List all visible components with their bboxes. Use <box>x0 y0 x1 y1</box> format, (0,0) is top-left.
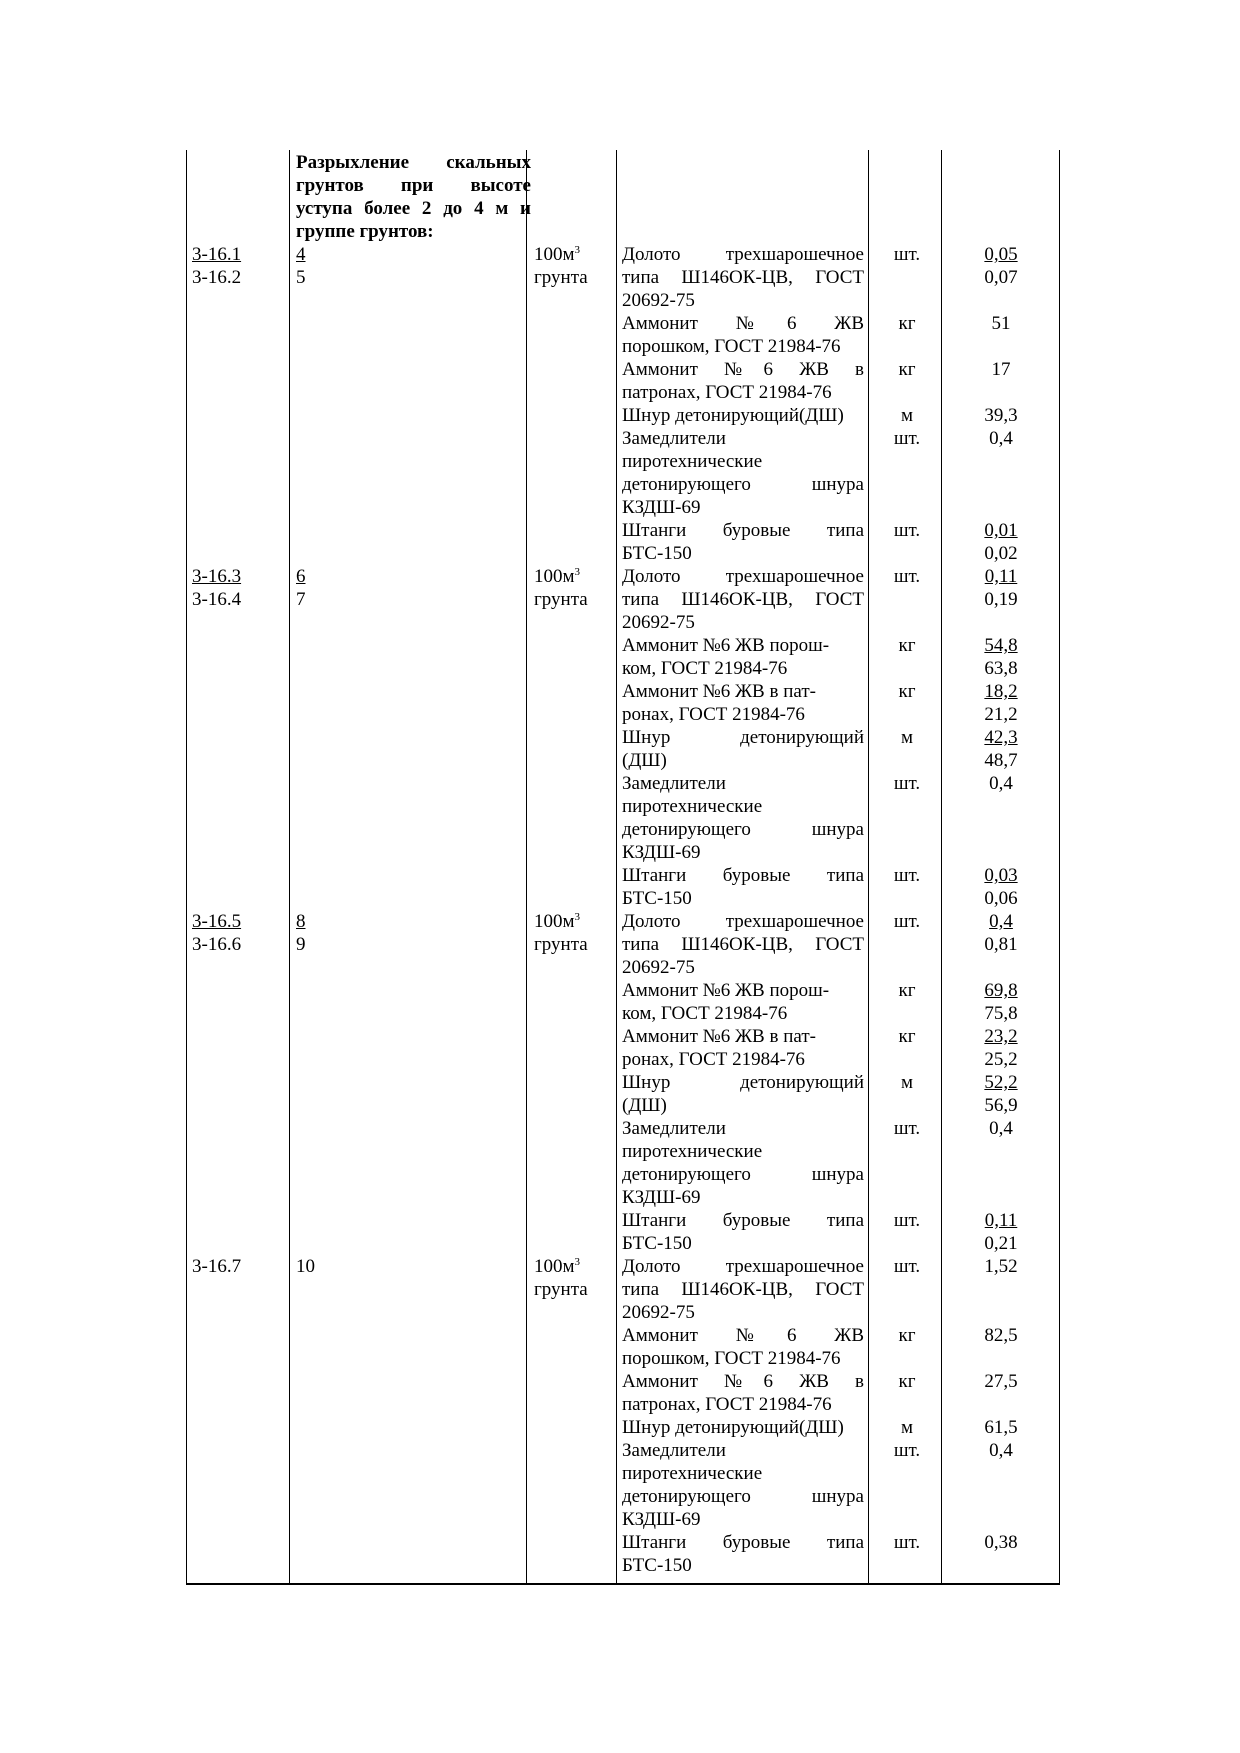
material-name-line: КЗДШ-69 <box>622 497 701 518</box>
unit-second-line: грунта <box>534 934 588 955</box>
material-name-line: Аммонит №6 ЖВ порош- <box>622 635 830 656</box>
material-name-line: Долото трехшарошечное <box>622 244 864 265</box>
measure-unit: кг <box>898 1026 916 1047</box>
material-name-line: Аммонит №6 ЖВ в <box>622 359 864 380</box>
unit-base: $100м^3$ <box>534 566 581 587</box>
norm-value: 23,2 <box>984 1026 1018 1047</box>
norm-value: 48,7 <box>984 750 1018 771</box>
norm-value: 0,4 <box>989 773 1013 794</box>
material-name-line: Штанги буровые типа <box>622 520 864 541</box>
material-name-line: Аммонит №6 ЖВ <box>622 1325 864 1346</box>
measure-unit: кг <box>898 1325 916 1346</box>
measure-unit: шт. <box>893 566 921 587</box>
measure-unit: шт. <box>893 1210 921 1231</box>
norm-value: 0,07 <box>984 267 1018 288</box>
norm-value: 0,01 <box>984 520 1018 541</box>
section-title <box>296 151 531 243</box>
norm-value: 82,5 <box>984 1325 1018 1346</box>
material-name-line: пиротехнические <box>622 796 763 817</box>
measure-unit: шт. <box>893 1440 921 1461</box>
material-name-line: БТС-150 <box>622 888 692 909</box>
norm-value: 56,9 <box>984 1095 1018 1116</box>
unit-superscript: 3 <box>574 244 581 256</box>
measure-unit: шт. <box>893 1532 921 1553</box>
unit-superscript: 3 <box>574 566 581 578</box>
measure-unit: м <box>900 727 914 748</box>
material-name-line: 20692-75 <box>622 1302 695 1323</box>
material-name-line: Аммонит №6 ЖВ в <box>622 1371 864 1392</box>
material-name-line: патронах, ГОСТ 21984-76 <box>622 1394 832 1415</box>
material-name-line: Шнур детонирующий <box>622 727 864 748</box>
material-name-line: типа Ш146ОК-ЦВ, ГОСТ <box>622 1279 864 1300</box>
section-title-line: грунтов при высоте <box>296 175 531 196</box>
material-name-line: типа Ш146ОК-ЦВ, ГОСТ <box>622 589 864 610</box>
norm-value: 63,8 <box>984 658 1018 679</box>
material-name-line: порошком, ГОСТ 21984-76 <box>622 336 841 357</box>
material-name-line: Аммонит №6 ЖВ <box>622 313 864 334</box>
norm-value: 0,4 <box>989 1440 1013 1461</box>
measure-unit: шт. <box>893 520 921 541</box>
norm-value: 0,4 <box>989 428 1013 449</box>
material-name-line: Аммонит №6 ЖВ порош- <box>622 980 830 1001</box>
measure-unit: м <box>900 1072 914 1093</box>
measure-unit: м <box>900 405 914 426</box>
norm-value: 27,5 <box>984 1371 1018 1392</box>
unit-base: $100м^3$ <box>534 1256 581 1277</box>
material-name-line: Замедлители <box>622 1440 726 1461</box>
material-name-line: детонирующего шнура <box>622 474 864 495</box>
unit-second-line: грунта <box>534 267 588 288</box>
material-name-line: детонирующего шнура <box>622 819 864 840</box>
norm-value: 75,8 <box>984 1003 1018 1024</box>
measure-unit: кг <box>898 681 916 702</box>
material-name-line: типа Ш146ОК-ЦВ, ГОСТ <box>622 267 864 288</box>
column-divider <box>868 150 869 1584</box>
material-name-line: Шнур детонирующий(ДШ) <box>622 405 844 426</box>
material-name-line: БТС-150 <box>622 1555 692 1576</box>
material-name-line: Аммонит №6 ЖВ в пат- <box>622 681 816 702</box>
measure-unit: шт. <box>893 1118 921 1139</box>
material-name-line: пиротехнические <box>622 1141 763 1162</box>
material-name-line: (ДШ) <box>622 750 667 771</box>
material-name-line: детонирующего шнура <box>622 1486 864 1507</box>
unit-second-line: грунта <box>534 589 588 610</box>
norm-value: 52,2 <box>984 1072 1018 1093</box>
column-divider <box>941 150 942 1584</box>
norm-value: 0,02 <box>984 543 1018 564</box>
material-name-line: пиротехнические <box>622 1463 763 1484</box>
material-name-line: Аммонит №6 ЖВ в пат- <box>622 1026 816 1047</box>
norm-code: 3-16.6 <box>192 934 242 955</box>
norm-code: 3-16.2 <box>192 267 242 288</box>
material-name-line: Замедлители <box>622 773 726 794</box>
measure-unit: м <box>900 1417 914 1438</box>
material-name-line: ронах, ГОСТ 21984-76 <box>622 704 805 725</box>
measure-unit: шт. <box>893 244 921 265</box>
measure-unit: шт. <box>893 911 921 932</box>
norm-code: 3-16.3 <box>192 566 242 587</box>
norm-value: 0,38 <box>984 1532 1018 1553</box>
norm-value: 0,11 <box>984 1210 1018 1231</box>
material-name-line: Шнур детонирующий(ДШ) <box>622 1417 844 1438</box>
unit-second-line: грунта <box>534 1279 588 1300</box>
table-border-right <box>1059 150 1060 1584</box>
soil-group: 5 <box>296 267 306 288</box>
measure-unit: кг <box>898 980 916 1001</box>
material-name-line: 20692-75 <box>622 612 695 633</box>
material-name-line: БТС-150 <box>622 543 692 564</box>
section-title-line: Разрыхление скальных <box>296 152 531 173</box>
material-name-line: Долото трехшарошечное <box>622 566 864 587</box>
table-border-bottom <box>186 1583 1060 1585</box>
material-name-line: Штанги буровые типа <box>622 865 864 886</box>
unit-base: $100м^3$ <box>534 911 581 932</box>
norm-value: 51 <box>991 313 1011 334</box>
material-name-line: Штанги буровые типа <box>622 1210 864 1231</box>
material-name-line: БТС-150 <box>622 1233 692 1254</box>
norm-value: 61,5 <box>984 1417 1018 1438</box>
soil-group: 10 <box>296 1256 315 1277</box>
soil-group: 8 <box>296 911 306 932</box>
norm-value: 0,05 <box>984 244 1018 265</box>
norm-code: 3-16.1 <box>192 244 242 265</box>
material-name-line: Долото трехшарошечное <box>622 1256 864 1277</box>
soil-group: 6 <box>296 566 306 587</box>
material-name-line: (ДШ) <box>622 1095 667 1116</box>
column-divider <box>526 150 527 1584</box>
material-name-line: типа Ш146ОК-ЦВ, ГОСТ <box>622 934 864 955</box>
norm-value: 42,3 <box>984 727 1018 748</box>
measure-unit: шт. <box>893 773 921 794</box>
section-title-line: уступа более 2 до 4 м и <box>296 198 531 219</box>
material-name-line: Шнур детонирующий <box>622 1072 864 1093</box>
material-name-line: ком, ГОСТ 21984-76 <box>622 658 788 679</box>
norm-code: 3-16.4 <box>192 589 242 610</box>
measure-unit: шт. <box>893 865 921 886</box>
unit-superscript: 3 <box>574 911 581 923</box>
norm-code: 3-16.7 <box>192 1256 242 1277</box>
column-divider <box>289 150 290 1584</box>
measure-unit: кг <box>898 635 916 656</box>
material-name-line: Замедлители <box>622 428 726 449</box>
soil-group: 7 <box>296 589 306 610</box>
material-name-line: детонирующего шнура <box>622 1164 864 1185</box>
norm-value: 0,4 <box>989 911 1013 932</box>
unit-superscript: 3 <box>574 1256 581 1268</box>
norm-value: 18,2 <box>984 681 1018 702</box>
soil-group: 4 <box>296 244 306 265</box>
column-divider <box>616 150 617 1584</box>
norm-value: 0,11 <box>984 566 1018 587</box>
norm-code: 3-16.5 <box>192 911 242 932</box>
material-name-line: ронах, ГОСТ 21984-76 <box>622 1049 805 1070</box>
measure-unit: кг <box>898 1371 916 1392</box>
norm-value: 0,4 <box>989 1118 1013 1139</box>
material-name-line: КЗДШ-69 <box>622 1509 701 1530</box>
norm-value: 54,8 <box>984 635 1018 656</box>
material-name-line: Долото трехшарошечное <box>622 911 864 932</box>
material-name-line: КЗДШ-69 <box>622 1187 701 1208</box>
norm-value: 39,3 <box>984 405 1018 426</box>
material-name-line: пиротехнические <box>622 451 763 472</box>
material-name-line: патронах, ГОСТ 21984-76 <box>622 382 832 403</box>
norm-value: 25,2 <box>984 1049 1018 1070</box>
norm-value: 21,2 <box>984 704 1018 725</box>
material-name-line: 20692-75 <box>622 290 695 311</box>
measure-unit: шт. <box>893 1256 921 1277</box>
norm-value: 0,81 <box>984 934 1018 955</box>
material-name-line: ком, ГОСТ 21984-76 <box>622 1003 788 1024</box>
section-title-line: группе грунтов: <box>296 221 434 242</box>
material-name-line: 20692-75 <box>622 957 695 978</box>
norm-value: 0,03 <box>984 865 1018 886</box>
measure-unit: кг <box>898 359 916 380</box>
table-border-left <box>186 150 187 1584</box>
material-name-line: КЗДШ-69 <box>622 842 701 863</box>
norm-value: 0,06 <box>984 888 1018 909</box>
material-name-line: Штанги буровые типа <box>622 1532 864 1553</box>
material-name-line: порошком, ГОСТ 21984-76 <box>622 1348 841 1369</box>
norm-value: 0,21 <box>984 1233 1018 1254</box>
norm-value: 17 <box>991 359 1011 380</box>
material-name-line: Замедлители <box>622 1118 726 1139</box>
soil-group: 9 <box>296 934 306 955</box>
unit-base: $100м^3$ <box>534 244 581 265</box>
norms-table <box>186 150 1060 1585</box>
measure-unit: шт. <box>893 428 921 449</box>
norm-value: 1,52 <box>984 1256 1018 1277</box>
measure-unit: кг <box>898 313 916 334</box>
norm-value: 0,19 <box>984 589 1018 610</box>
norm-value: 69,8 <box>984 980 1018 1001</box>
